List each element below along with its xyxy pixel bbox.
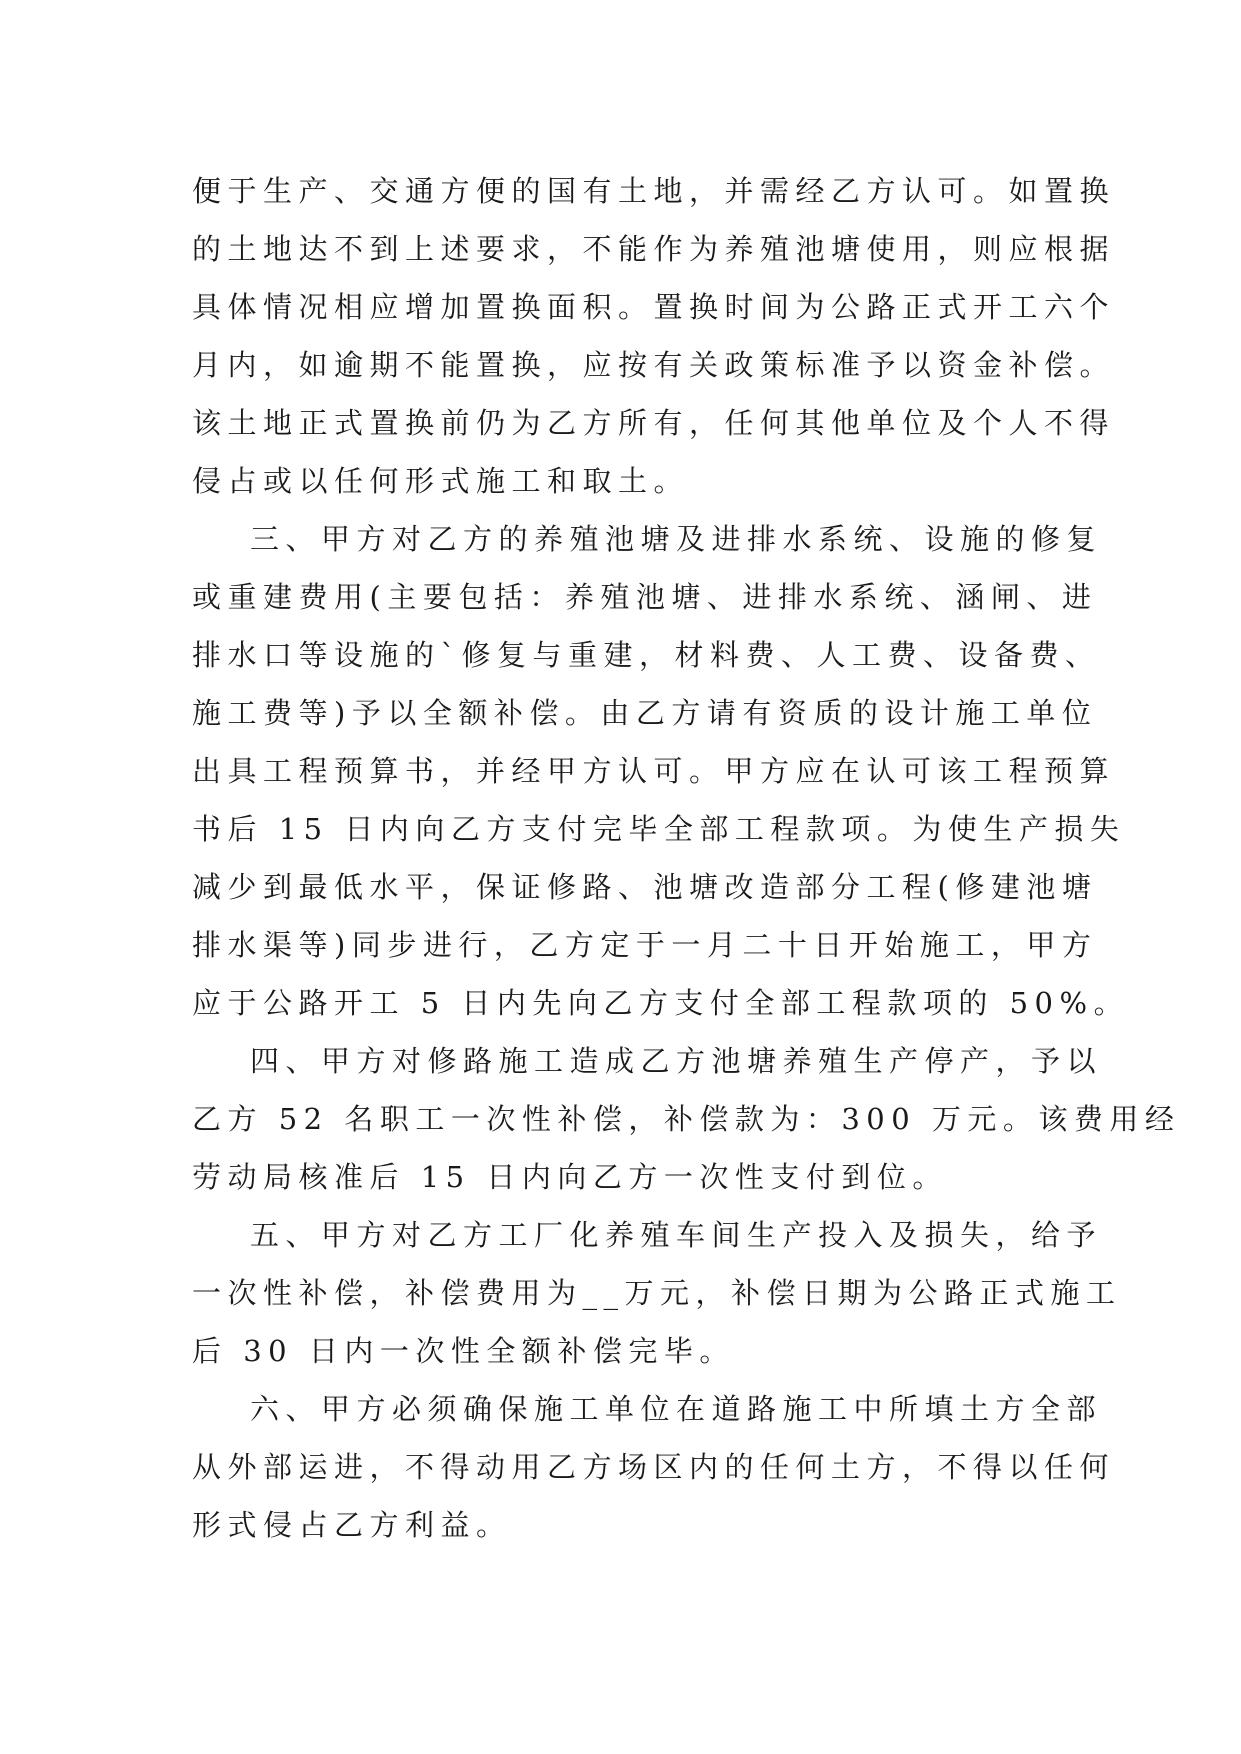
text-line: 侵占或以任何形式施工和取土。 — [192, 464, 690, 498]
text-line: 应于公路开工 5 日内先向乙方支付全部工程款项的 50%。 — [192, 986, 1130, 1020]
document-body — [192, 162, 1181, 1554]
text-line: 四、甲方对修路施工造成乙方池塘养殖生产停产，予以 — [250, 1044, 1103, 1078]
text-line: 一次性补偿，补偿费用为__万元，补偿日期为公路正式施工 — [192, 1276, 1122, 1310]
text-line: 具体情况相应增加置换面积。置换时间为公路正式开工六个 — [192, 290, 1116, 324]
text-line: 排水渠等)同步进行，乙方定于一月二十日开始施工，甲方 — [192, 928, 1098, 962]
text-line: 书后 15 日内向乙方支付完毕全部工程款项。为使生产损失 — [192, 812, 1126, 846]
paragraph-clause-six — [192, 1380, 1116, 1554]
text-line: 出具工程预算书，并经甲方认可。甲方应在认可该工程预算 — [192, 754, 1116, 788]
text-line: 乙方 52 名职工一次性补偿，补偿款为：300 万元。该费用经 — [192, 1102, 1181, 1136]
paragraph-clause-four — [192, 1032, 1181, 1206]
text-line: 五、甲方对乙方工厂化养殖车间生产投入及损失，给予 — [250, 1218, 1103, 1252]
text-line: 便于生产、交通方便的国有土地，并需经乙方认可。如置换 — [192, 174, 1116, 208]
paragraph-clause-three — [192, 510, 1130, 1032]
text-line: 月内，如逾期不能置换，应按有关政策标准予以资金补偿。 — [192, 348, 1116, 382]
paragraph-clause-five — [192, 1206, 1122, 1380]
text-line: 施工费等)予以全额补偿。由乙方请有资质的设计施工单位 — [192, 696, 1098, 730]
text-line: 后 30 日内一次性全额补偿完毕。 — [192, 1334, 735, 1368]
text-line: 劳动局核准后 15 日内向乙方一次性支付到位。 — [192, 1160, 948, 1194]
text-line: 减少到最低水平，保证修路、池塘改造部分工程(修建池塘 — [192, 870, 1098, 904]
text-line: 形式侵占乙方利益。 — [192, 1508, 512, 1542]
text-line: 的土地达不到上述要求，不能作为养殖池塘使用，则应根据 — [192, 232, 1116, 266]
text-line: 三、甲方对乙方的养殖池塘及进排水系统、设施的修复 — [250, 522, 1103, 556]
text-line: 排水口等设施的`修复与重建，材料费、人工费、设备费、 — [192, 638, 1101, 672]
paragraph-land-replacement — [192, 162, 1116, 510]
text-line: 或重建费用(主要包括：养殖池塘、进排水系统、涵闸、进 — [192, 580, 1098, 614]
text-line: 从外部运进，不得动用乙方场区内的任何土方，不得以任何 — [192, 1450, 1116, 1484]
text-line: 该土地正式置换前仍为乙方所有，任何其他单位及个人不得 — [192, 406, 1116, 440]
text-line: 六、甲方必须确保施工单位在道路施工中所填土方全部 — [250, 1392, 1103, 1426]
